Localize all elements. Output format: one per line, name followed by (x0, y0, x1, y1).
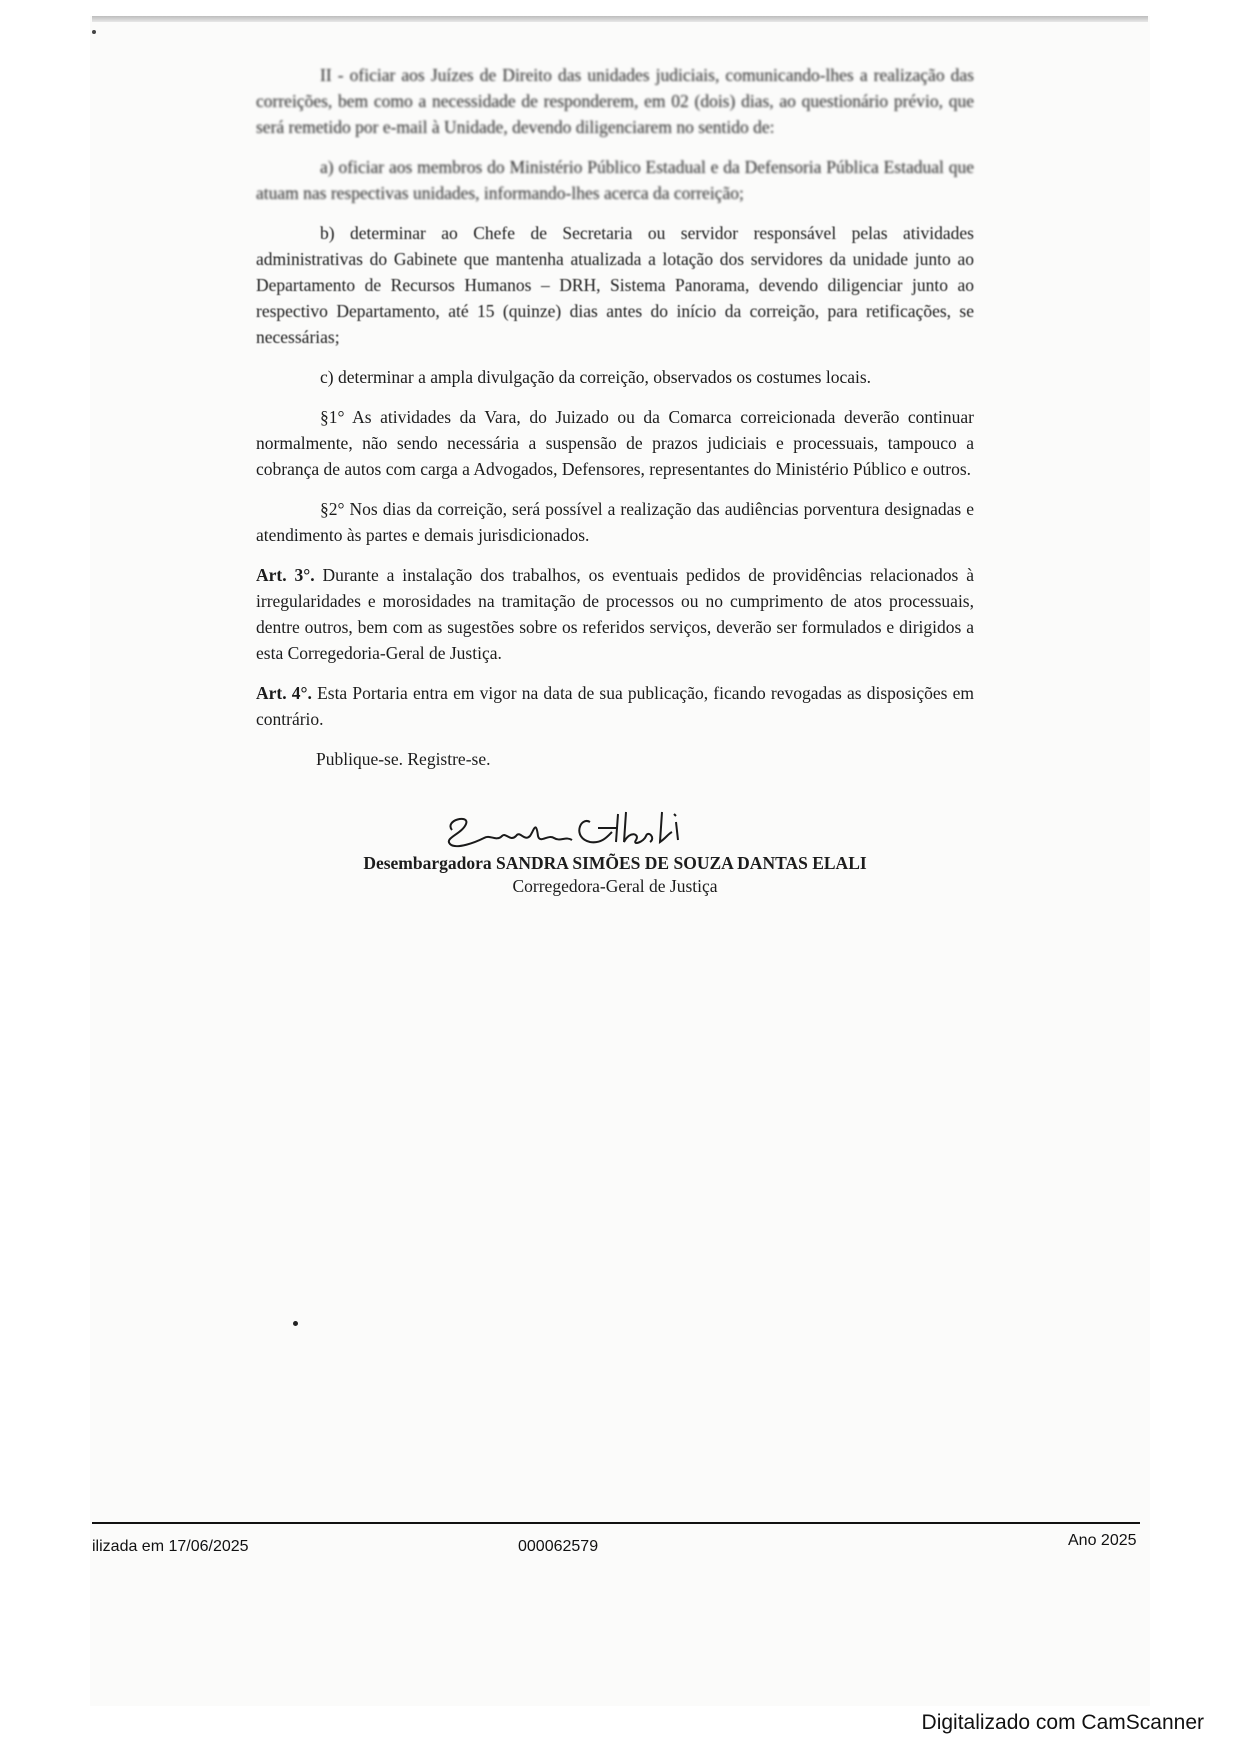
scan-speck (92, 30, 96, 34)
footer-rule (92, 1522, 1140, 1524)
handwritten-signature (440, 808, 740, 854)
document-body (256, 62, 974, 786)
paragrafo-1: §1° As atividades da Vara, do Juizado ou da Comarca correicionada deverão continuar normalmente, não sendo necessária a suspensão de prazos judiciais e processuais, tampouco a cobrança de autos com carga a Advogados, Defensores, representantes do Ministério Público e outros. (256, 407, 974, 479)
inciso-ii: II - oficiar aos Juízes de Direito das unidades judiciais, comunicando-lhes a realização das correições, bem como a necessidade de responderem, em 02 (dois) dias, ao questionário prévio, que será remetido por e-mail à Unidade, devendo diligenciarem no sentido de: (256, 65, 974, 137)
alinea-b: b) determinar ao Chefe de Secretaria ou servidor responsável pelas atividades administrativas do Gabinete que mantenha atualizada a lotação dos servidores da unidade junto ao Departamento de Recursos Humanos – DRH, Sistema Panorama, devendo diligenciar junto ao respectivo Departamento, até 15 (quinze) dias antes do início da correição, para retificações, se necessárias; (256, 223, 974, 347)
signature-block (256, 852, 974, 898)
alinea-c: c) determinar a ampla divulgação da correição, observados os costumes locais. (320, 367, 872, 387)
footer-document-number: 000062579 (518, 1538, 599, 1555)
signatory-role: Corregedora-Geral de Justiça (512, 876, 718, 896)
footer-date: ilizada em 17/06/2025 (92, 1538, 249, 1555)
footer-year: Ano 2025 (1068, 1532, 1137, 1549)
signatory-name-line (256, 852, 974, 875)
scan-speck (293, 1321, 298, 1326)
article-4-text: Esta Portaria entra em vigor na data de sua publicação, ficando revogadas as disposições em contrário. (256, 683, 974, 729)
alinea-a: a) oficiar aos membros do Ministério Público Estadual e da Defensoria Pública Estadual que atuam nas respectivas unidades, informando-lhes acerca da correição; (256, 157, 974, 203)
signatory-title: Desembargadora (363, 853, 496, 873)
article-4-label: Art. 4°. (256, 683, 312, 703)
article-3-text: Durante a instalação dos trabalhos, os eventuais pedidos de providências relacionados à irregularidades e morosidades na tramitação de processos ou no cumprimento de atos processuais, dentre outros, bem com as sugestões sobre os referidos serviços, deverão ser formulados e dirigidos a esta Corregedoria-Geral de Justiça. (256, 565, 974, 663)
signatory-name: SANDRA SIMÕES DE SOUZA DANTAS ELALI (496, 853, 867, 873)
paragrafo-2: §2° Nos dias da correição, será possível a realização das audiências porventura designadas e atendimento às partes e demais jurisdicionados. (256, 499, 974, 545)
closing-line: Publique-se. Registre-se. (316, 749, 491, 769)
article-4 (256, 680, 974, 732)
camscanner-watermark: Digitalizado com CamScanner (921, 1711, 1204, 1734)
article-3-label: Art. 3°. (256, 565, 315, 585)
article-3 (256, 562, 974, 666)
page-top-edge (92, 16, 1148, 22)
